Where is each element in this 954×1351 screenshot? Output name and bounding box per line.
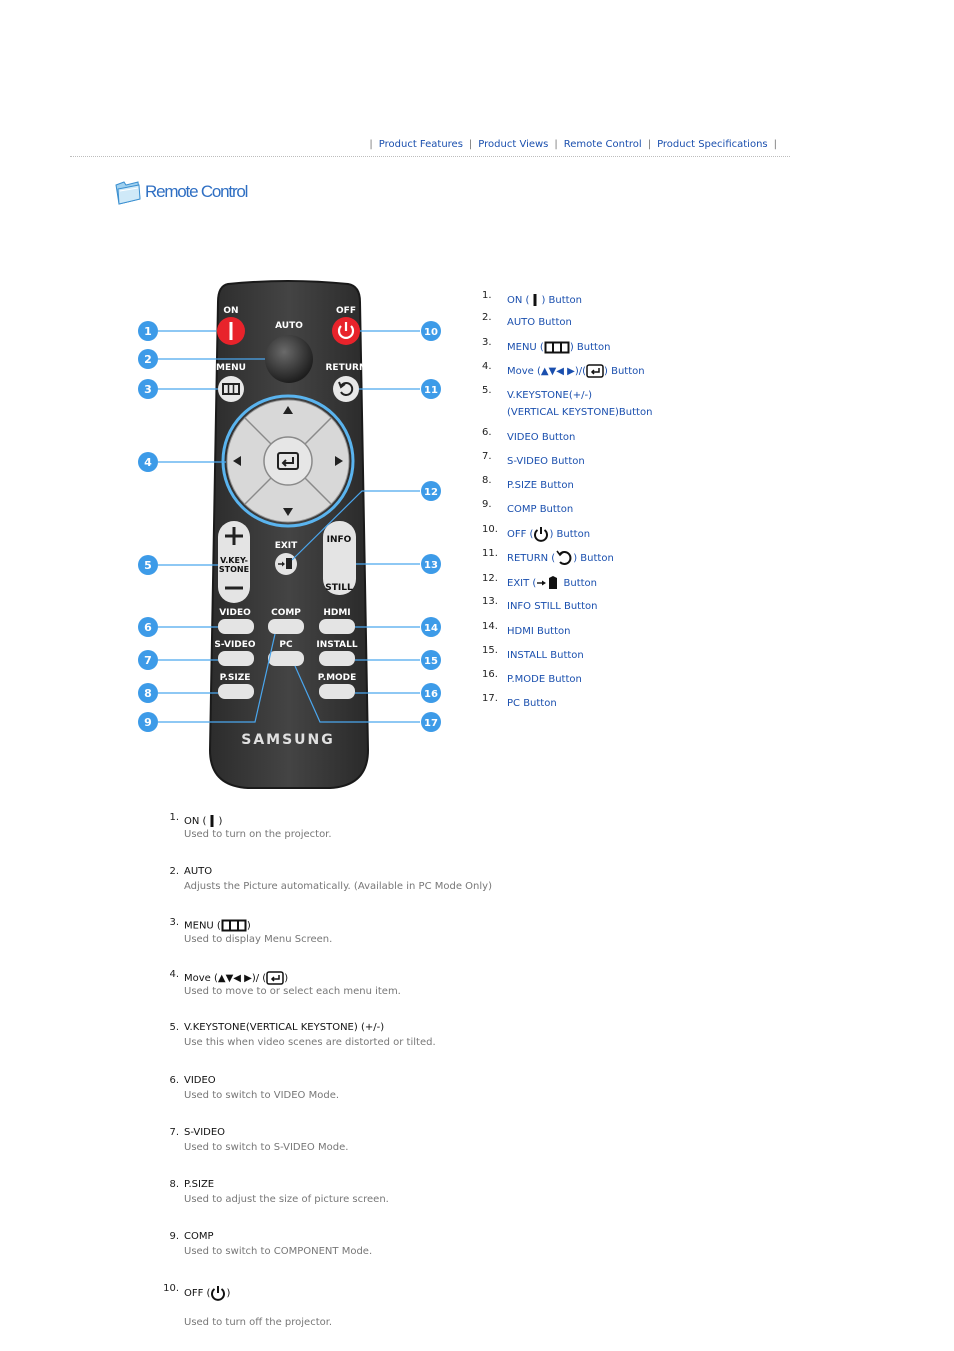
svideo-button[interactable] bbox=[218, 651, 254, 666]
button-list-label: MENU ( bbox=[507, 342, 544, 353]
description-text: Adjusts the Picture automatically. (Available in PC Mode Only) bbox=[184, 881, 492, 892]
description-number: 1. bbox=[169, 812, 179, 823]
button-list-link[interactable] bbox=[507, 339, 610, 356]
button-list-link[interactable] bbox=[507, 453, 585, 470]
vkeystone-label-2: STONE bbox=[218, 565, 250, 574]
nav-link-remote-control[interactable]: Remote Control bbox=[563, 139, 642, 150]
button-list-label: P.SIZE Button bbox=[507, 480, 574, 491]
on-bar-icon bbox=[230, 322, 233, 340]
button-list-number: 17. bbox=[482, 693, 498, 704]
exit-label: EXIT bbox=[274, 541, 298, 551]
psize-label: P.SIZE bbox=[219, 673, 251, 683]
description-text: Used to turn on the projector. bbox=[184, 829, 332, 840]
return-icon bbox=[555, 550, 573, 566]
button-list-label: S-VIDEO Button bbox=[507, 456, 585, 467]
description-title-text: MENU ( bbox=[184, 920, 221, 932]
still-label: STILL bbox=[325, 583, 353, 593]
description-title-suffix: ) bbox=[246, 920, 251, 932]
callout-1-text: 1 bbox=[144, 325, 152, 338]
button-list-link[interactable] bbox=[507, 575, 597, 592]
callout-17-text: 17 bbox=[424, 718, 438, 729]
button-list-link[interactable] bbox=[507, 429, 575, 446]
menu-icon bbox=[221, 919, 247, 932]
menu-icon bbox=[544, 341, 570, 354]
auto-label: AUTO bbox=[275, 321, 303, 331]
remote-control-diagram bbox=[130, 280, 450, 790]
power-icon bbox=[533, 526, 549, 542]
callout-8-text: 8 bbox=[144, 687, 152, 700]
button-list-number: 8. bbox=[482, 475, 492, 486]
nav-link-product-views[interactable]: Product Views bbox=[478, 139, 549, 150]
install-button[interactable] bbox=[319, 651, 355, 666]
callout-10-text: 10 bbox=[424, 327, 438, 338]
button-list-link[interactable] bbox=[507, 598, 597, 615]
description-title-text: S-VIDEO bbox=[184, 1127, 226, 1138]
button-list-link[interactable] bbox=[507, 623, 570, 640]
callout-14-text: 14 bbox=[424, 623, 438, 634]
enter-icon bbox=[586, 364, 604, 378]
description-title bbox=[184, 1075, 216, 1086]
button-list-label: AUTO Button bbox=[507, 317, 572, 328]
callout-4-text: 4 bbox=[144, 456, 152, 469]
button-list-label-suffix: ) Button bbox=[569, 342, 611, 353]
svideo-label: S-VIDEO bbox=[214, 640, 256, 650]
description-number: 3. bbox=[169, 917, 179, 928]
description-title bbox=[184, 1285, 230, 1301]
description-title-text: V.KEYSTONE(VERTICAL KEYSTONE) (+/-) bbox=[184, 1022, 385, 1033]
button-list-link[interactable] bbox=[507, 363, 645, 380]
description-title-text: OFF ( bbox=[184, 1288, 211, 1299]
button-list-label: RETURN ( bbox=[507, 553, 556, 564]
description-number: 8. bbox=[169, 1179, 179, 1190]
callout-12-text: 12 bbox=[424, 487, 438, 498]
button-list-link[interactable] bbox=[507, 477, 574, 494]
button-list-number: 6. bbox=[482, 427, 492, 438]
psize-button[interactable] bbox=[218, 684, 254, 699]
button-list-label-suffix: ) Button bbox=[549, 529, 591, 540]
button-list-label: PC Button bbox=[507, 698, 557, 709]
description-title-text: VIDEO bbox=[184, 1075, 216, 1086]
enter-icon bbox=[266, 971, 284, 985]
button-list-label: HDMI Button bbox=[507, 626, 571, 637]
callout-9-text: 9 bbox=[144, 716, 152, 729]
button-list-number: 7. bbox=[482, 451, 492, 462]
button-list-number: 5. bbox=[482, 385, 492, 396]
menu-button[interactable] bbox=[218, 376, 244, 402]
callout-13-text: 13 bbox=[424, 560, 438, 571]
description-text: Used to adjust the size of picture screen. bbox=[184, 1194, 389, 1205]
description-text: Used to display Menu Screen. bbox=[184, 934, 333, 945]
description-number: 7. bbox=[169, 1127, 179, 1138]
description-title-text: AUTO bbox=[184, 866, 213, 877]
button-list-link[interactable] bbox=[507, 292, 582, 309]
description-title bbox=[184, 1127, 225, 1138]
page-title: Remote Control bbox=[145, 182, 248, 201]
button-list-label-suffix: Button bbox=[560, 578, 597, 589]
install-label: INSTALL bbox=[316, 640, 358, 650]
folder-icon bbox=[114, 179, 142, 205]
description-title bbox=[184, 1022, 384, 1033]
description-title bbox=[184, 866, 212, 877]
description-title bbox=[184, 1231, 214, 1242]
hdmi-button[interactable] bbox=[319, 619, 355, 634]
nav-separator: | bbox=[773, 139, 777, 150]
callout-6-text: 6 bbox=[144, 621, 152, 634]
button-list-number: 1. bbox=[482, 290, 492, 301]
button-list-number: 10. bbox=[482, 524, 498, 535]
pmode-button[interactable] bbox=[319, 684, 355, 699]
button-list-number: 16. bbox=[482, 669, 498, 680]
description-text: Used to turn off the projector. bbox=[184, 1317, 333, 1328]
button-list-label: ON ( bbox=[507, 295, 530, 306]
description-title bbox=[184, 814, 222, 828]
description-text: Used to move to or select each menu item. bbox=[184, 986, 401, 997]
button-list-label: COMP Button bbox=[507, 504, 574, 515]
description-text: Use this when video scenes are distorted or tilted. bbox=[184, 1037, 436, 1048]
callout-3-text: 3 bbox=[144, 383, 152, 396]
button-list-label: EXIT ( bbox=[507, 578, 537, 589]
pc-label: PC bbox=[279, 640, 293, 650]
description-title-text: COMP bbox=[184, 1231, 214, 1242]
description-title-suffix: ) bbox=[284, 973, 289, 984]
button-list-label: VIDEO Button bbox=[507, 432, 576, 443]
nav-divider bbox=[70, 156, 790, 157]
on-bar-icon bbox=[206, 814, 218, 828]
power-icon bbox=[210, 1285, 226, 1301]
description-title-text: P.SIZE bbox=[184, 1179, 215, 1190]
return-label: RETURN bbox=[325, 363, 367, 373]
button-list-link[interactable] bbox=[507, 387, 652, 421]
description-number: 5. bbox=[169, 1022, 179, 1033]
page-heading bbox=[114, 179, 247, 205]
button-list-number: 2. bbox=[482, 312, 492, 323]
button-list-link[interactable] bbox=[507, 647, 584, 664]
hdmi-label: HDMI bbox=[323, 608, 351, 618]
samsung-logo: SAMSUNG bbox=[241, 732, 335, 748]
button-list-number: 13. bbox=[482, 596, 498, 607]
nav-separator: | bbox=[647, 139, 652, 150]
description-text: Used to switch to S-VIDEO Mode. bbox=[184, 1142, 349, 1153]
callout-15-text: 15 bbox=[424, 656, 438, 667]
auto-button[interactable] bbox=[265, 335, 313, 383]
button-list-label: Move (▲▼◀ ▶)/( bbox=[507, 366, 587, 377]
exit-icon bbox=[536, 576, 560, 590]
return-button[interactable] bbox=[333, 376, 359, 402]
callout-5-text: 5 bbox=[144, 559, 152, 572]
nav-separator: | bbox=[468, 139, 473, 150]
vkeystone-label-1: V.KEY- bbox=[220, 556, 248, 565]
description-number: 9. bbox=[169, 1231, 179, 1242]
button-list-label: V.KEYSTONE(+/-) bbox=[507, 390, 592, 401]
description-title bbox=[184, 1179, 214, 1190]
button-list-label: P.MODE Button bbox=[507, 674, 582, 685]
callout-7-text: 7 bbox=[144, 654, 152, 667]
comp-label: COMP bbox=[271, 608, 301, 618]
description-number: 10. bbox=[163, 1283, 179, 1294]
nav-separator: | bbox=[369, 139, 373, 150]
pmode-label: P.MODE bbox=[317, 673, 357, 683]
button-list-number: 4. bbox=[482, 361, 492, 372]
comp-button[interactable] bbox=[268, 619, 304, 634]
button-list-label: INSTALL Button bbox=[507, 650, 584, 661]
info-label: INFO bbox=[326, 535, 352, 545]
button-list-number: 3. bbox=[482, 337, 492, 348]
description-title-suffix: ) bbox=[226, 1288, 231, 1299]
button-list-link[interactable] bbox=[507, 526, 590, 543]
on-label: ON bbox=[223, 306, 239, 316]
pc-button[interactable] bbox=[268, 651, 304, 666]
nav-separator: | bbox=[554, 139, 558, 150]
button-list-label-suffix: ) Button bbox=[541, 295, 583, 306]
callout-2-text: 2 bbox=[144, 353, 152, 366]
menu-label: MENU bbox=[216, 363, 246, 373]
on-bar-icon bbox=[529, 293, 541, 307]
enter-button[interactable] bbox=[264, 437, 312, 485]
description-text: Used to switch to COMPONENT Mode. bbox=[184, 1246, 373, 1257]
description-title bbox=[184, 919, 251, 932]
button-list-label-line2: (VERTICAL KEYSTONE)Button bbox=[507, 407, 653, 418]
video-label: VIDEO bbox=[219, 608, 251, 618]
description-text: Used to switch to VIDEO Mode. bbox=[184, 1090, 340, 1101]
button-list-label: INFO STILL Button bbox=[507, 601, 598, 612]
button-list-link[interactable] bbox=[507, 550, 614, 567]
button-list-number: 11. bbox=[482, 548, 498, 559]
off-label: OFF bbox=[336, 306, 356, 316]
button-list-number: 9. bbox=[482, 499, 492, 510]
button-list-link[interactable] bbox=[507, 695, 557, 712]
description-number: 4. bbox=[169, 969, 179, 980]
callout-16-text: 16 bbox=[424, 689, 438, 700]
callout-11-text: 11 bbox=[424, 385, 438, 396]
button-list-label: OFF ( bbox=[507, 529, 534, 540]
description-number: 6. bbox=[169, 1075, 179, 1086]
button-list-link[interactable] bbox=[507, 501, 573, 518]
nav-link-product-features[interactable]: Product Features bbox=[378, 139, 463, 150]
description-title-text: ON ( bbox=[184, 816, 207, 827]
button-list-number: 15. bbox=[482, 645, 498, 656]
video-button[interactable] bbox=[218, 619, 254, 634]
button-list-link[interactable] bbox=[507, 314, 572, 331]
description-title-text: Move (▲▼◀ ▶)/ ( bbox=[184, 973, 267, 984]
nav-link-product-specifications[interactable]: Product Specifications bbox=[657, 139, 768, 150]
button-list-number: 12. bbox=[482, 573, 498, 584]
description-number: 2. bbox=[169, 866, 179, 877]
button-list-label-suffix: ) Button bbox=[573, 553, 614, 564]
description-title-suffix: ) bbox=[218, 816, 223, 827]
button-list-number: 14. bbox=[482, 621, 498, 632]
top-nav bbox=[363, 139, 783, 150]
button-list-label-suffix: ) Button bbox=[604, 366, 645, 377]
description-title bbox=[184, 971, 288, 985]
button-list-link[interactable] bbox=[507, 671, 582, 688]
